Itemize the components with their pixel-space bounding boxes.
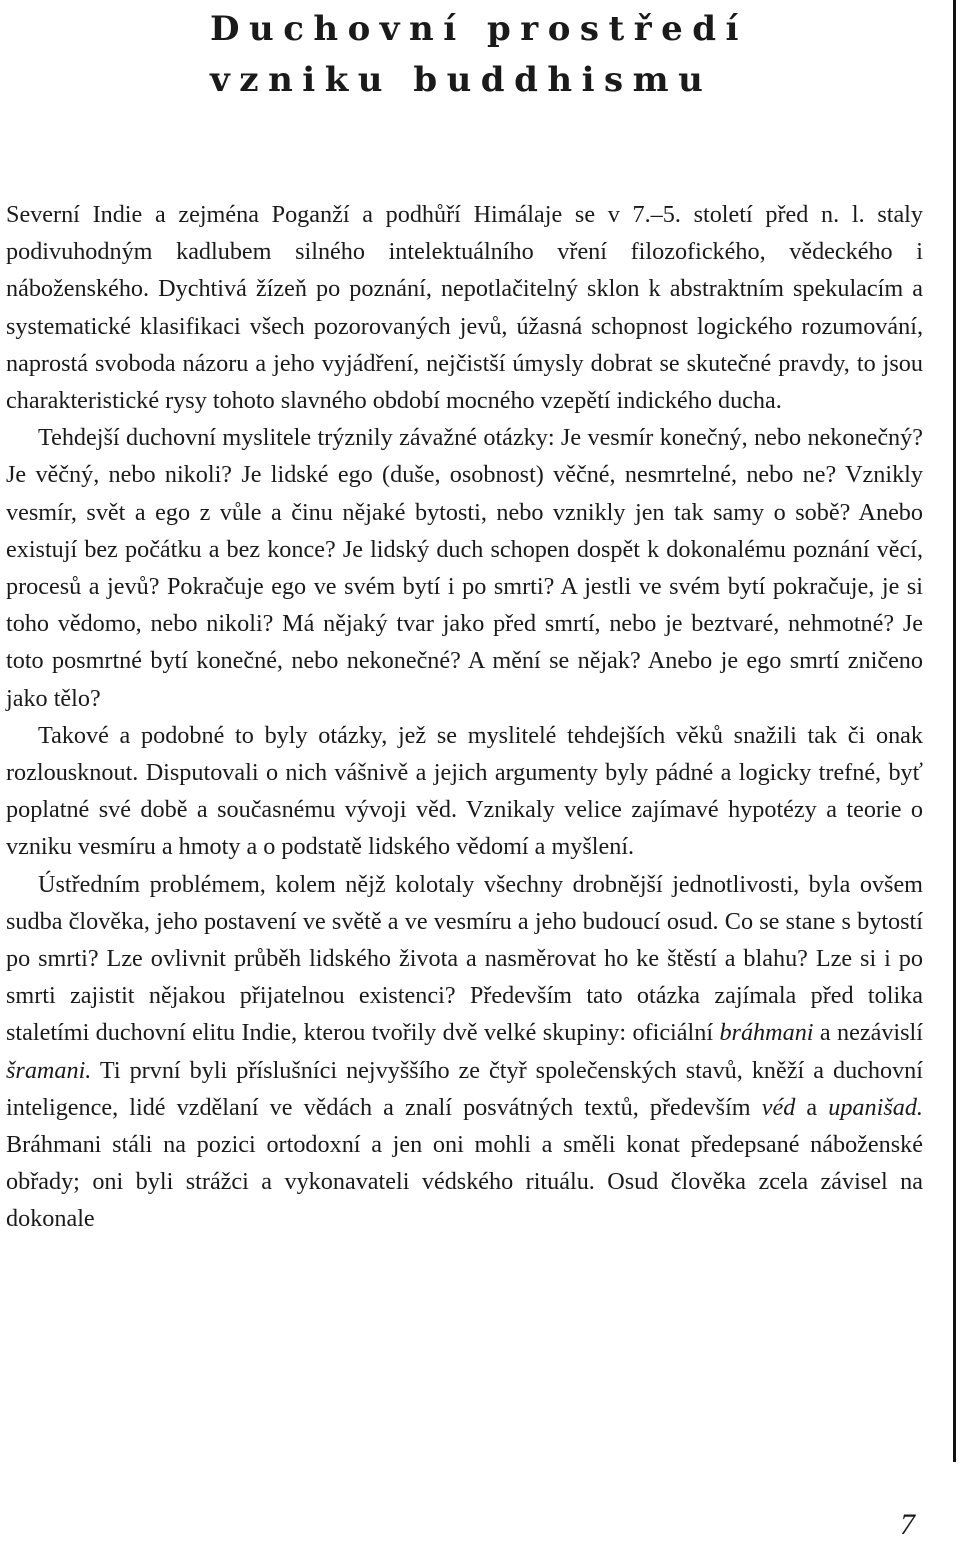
body-text <box>6 196 923 1238</box>
paragraph-4-text-3: Ti první byli příslušníci nejvyššího ze čtyř společenských stavů, kněží a duchovní inteligence, lidé vzdělaní ve vědách a znalí posvátných textů, především <box>6 1056 923 1121</box>
term-sramani: šramani. <box>6 1056 92 1084</box>
term-upanisad: upanišad. <box>828 1093 923 1121</box>
paragraph-3: Takové a podobné to byly otázky, jež se myslitelé tehdejších věků snažili tak či onak rozlousknout. Disputovali o nich vášnivě a jejich argumenty byly pádné a logicky trefné, byť poplatné své době a současnému vývoji věd. Vznikaly velice zajímavé hypotézy a teorie o vzniku vesmíru a hmoty a o podstatě lidského vědomí a myšlení. <box>6 721 923 861</box>
term-brahmani: bráhmani <box>719 1019 814 1047</box>
chapter-title <box>210 4 910 106</box>
paragraph-4-text-1: Ústředním problémem, kolem nějž kolotaly všechny drobnější jednotlivosti, byla ovšem sudba člověka, jeho postavení ve světě a ve vesmíru a jeho budoucí osud. Co se stane s bytostí po smrti? Lze ovlivnit průběh lidského života a nasměrovat ho ke štěstí a blahu? Lze si i po smrti zajistit nějakou přijatelnou existenci? Především tato otázka zajímala před tolika staletími duchovní elitu Indie, kterou tvořily dvě velké skupiny: oficiální <box>6 870 923 1047</box>
paragraph-4-text-4: a <box>795 1093 829 1121</box>
paragraph-4-text-5: Bráhmani stáli na pozici ortodoxní a jen oni mohli a směli konat předepsané náboženské obřady; oni byli strážci a vykonavateli védského rituálu. Osud člověka zcela závisel na dokonale <box>6 1131 923 1233</box>
page-number: 7 <box>900 1508 915 1541</box>
page-edge-rule <box>953 0 956 1462</box>
chapter-title-line-2: vzniku buddhismu <box>210 60 713 100</box>
term-ved: véd <box>761 1093 796 1121</box>
paragraph-4 <box>6 866 923 1238</box>
paragraph-2: Tehdejší duchovní myslitele trýznily závažné otázky: Je vesmír konečný, nebo nekonečný? Je věčný, nebo nikoli? Je lidské ego (duše, osobnost) věčné, nesmrtelné, nebo ne? Vznikly vesmír, svět a ego z vůle a činu nějaké bytosti, nebo vznikly jen tak samy o sobě? Anebo existují bez počátku a bez konce? Je lidský duch schopen dospět k dokonalému poznání věcí, procesů a jevů? Pokračuje ego ve svém bytí i po smrti? A jestli ve svém bytí pokračuje, je si toho vědomo, nebo nikoli? Má nějaký tvar jako před smrtí, nebo je beztvaré, nehmotné? Je toto posmrtné bytí konečné, nebo nekonečné? A mění se nějak? Anebo je ego smrtí zničeno jako tělo? <box>6 424 923 712</box>
chapter-title-line-1: Duchovní prostředí <box>210 9 748 49</box>
paragraph-1: Severní Indie a zejména Poganží a podhůří Himálaje se v 7.–5. století před n. l. staly podivuhodným kadlubem silného intelektuálního vření filozofického, vědeckého i náboženského. Dychtivá žízeň po poznání, nepotlačitelný sklon k abstraktním spekulacím a systematické klasifikaci všech pozorovaných jevů, úžasná schopnost logického rozumování, naprostá svoboda názoru a jeho vyjádření, nejčistší úmysly dobrat se skutečné pravdy, to jsou charakteristické rysy tohoto slavného období mocného vzepětí indického ducha. <box>6 201 923 415</box>
paragraph-4-text-2: a nezávislí <box>813 1019 923 1047</box>
